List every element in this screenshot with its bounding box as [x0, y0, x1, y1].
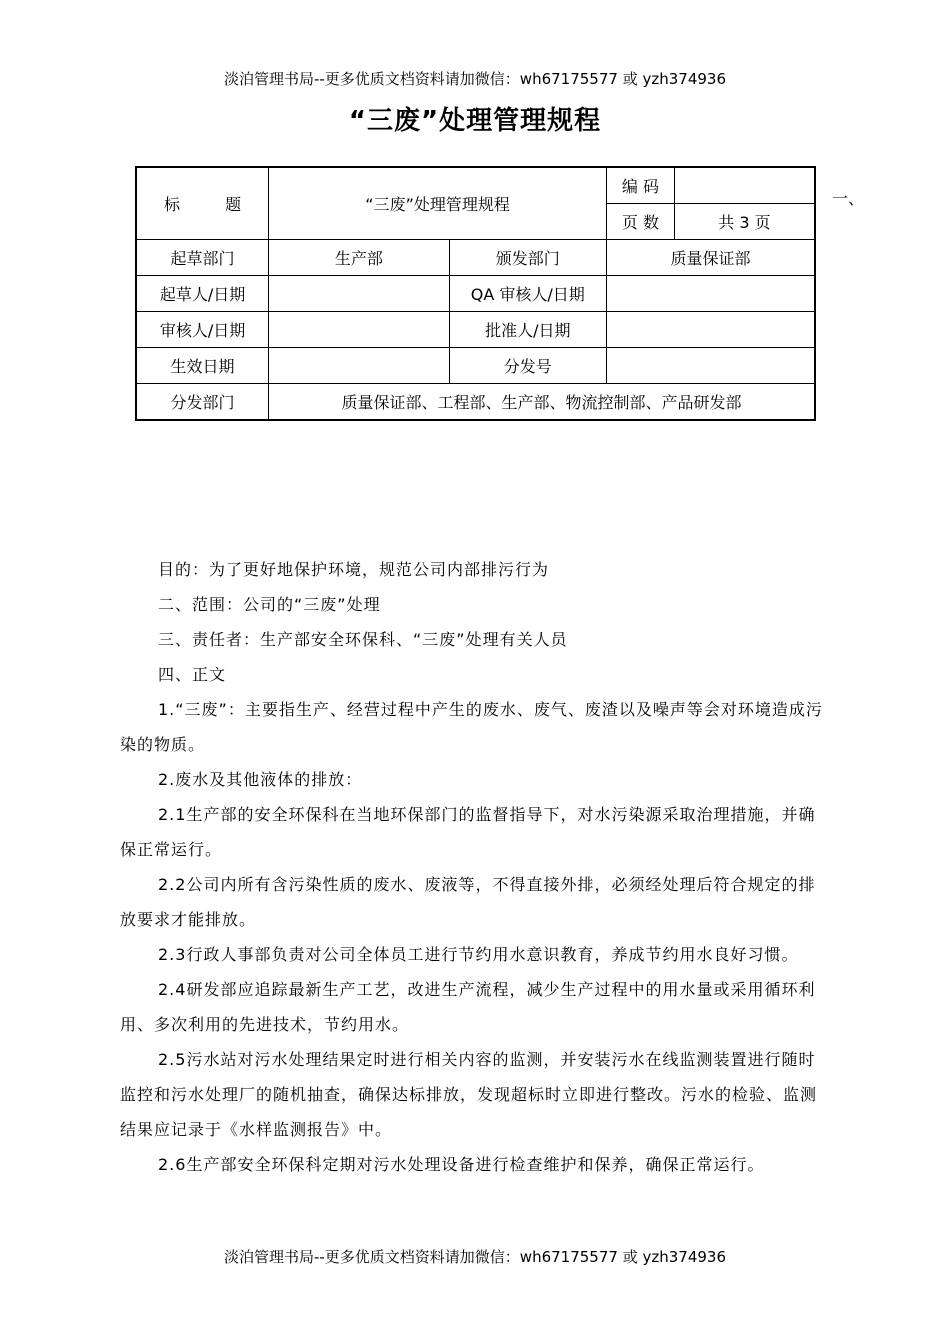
clause-2-6-paragraph: 2.6生产部安全环保科定期对污水处理设备进行检查维护和保养，确保正常运行。 [158, 1155, 765, 1174]
approver-value-cell [607, 312, 815, 348]
reviewer-label-cell: 审核人/日期 [136, 312, 269, 348]
approver-label-cell: 批准人/日期 [449, 312, 607, 348]
distribution-number-label-cell: 分发号 [449, 348, 607, 384]
code-value-cell [674, 167, 815, 204]
clause-2-2-paragraph: 2.2公司内所有含污染性质的废水、废液等，不得直接外排，必须经处理后符合规定的排放要求才能排放。 [120, 875, 816, 929]
drafter-label-cell: 起草人/日期 [136, 276, 269, 312]
pages-value-cell: 共 3 页 [674, 204, 815, 240]
qa-reviewer-label-cell: QA 审核人/日期 [449, 276, 607, 312]
pages-label-cell: 页 数 [607, 204, 675, 240]
section-one-marker: 一、 [832, 189, 865, 208]
responsible-paragraph: 三、责任者：生产部安全环保科、“三废”处理有关人员 [158, 630, 568, 649]
distribution-dept-value-cell: 质量保证部、工程部、生产部、物流控制部、产品研发部 [269, 384, 815, 421]
title-label-cell: 标 题 [136, 167, 269, 240]
scope-paragraph: 二、范围：公司的“三废”处理 [158, 595, 381, 614]
document-info-table [135, 166, 816, 421]
draft-dept-value-cell: 生产部 [269, 240, 449, 276]
clause-2-paragraph: 2.废水及其他液体的排放： [158, 770, 363, 789]
code-label-cell: 编 码 [607, 167, 675, 204]
main-text-heading: 四、正文 [158, 665, 227, 684]
clause-1-paragraph: 1.“三废”：主要指生产、经营过程中产生的废水、废气、废渣以及噪声等会对环境造成污染的物质。 [120, 700, 823, 754]
clause-2-4-paragraph: 2.4研发部应追踪最新生产工艺，改进生产流程，减少生产过程中的用水量或采用循环利用、多次利用的先进技术，节约用水。 [120, 980, 816, 1034]
purpose-paragraph: 目的：为了更好地保护环境，规范公司内部排污行为 [158, 560, 550, 579]
document-title: “三废”处理管理规程 [348, 106, 602, 136]
clause-2-1-paragraph: 2.1生产部的安全环保科在当地环保部门的监督指导下，对水污染源采取治理措施，并确保正常运行。 [120, 805, 816, 859]
issue-dept-label-cell: 颁发部门 [449, 240, 607, 276]
issue-dept-value-cell: 质量保证部 [607, 240, 815, 276]
reviewer-value-cell [269, 312, 449, 348]
footer-watermark-note: 淡泊管理书局--更多优质文档资料请加微信：wh67175577 或 yzh374936 [223, 1248, 726, 1266]
clause-2-5-paragraph: 2.5污水站对污水处理结果定时进行相关内容的监测，并安装污水在线监测装置进行随时监控和污水处理厂的随机抽查，确保达标排放，发现超标时立即进行整改。污水的检验、监测结果应记录于《水样监测报告》中。 [120, 1050, 818, 1139]
title-value-cell: “三废”处理管理规程 [269, 167, 607, 240]
header-watermark-note: 淡泊管理书局--更多优质文档资料请加微信：wh67175577 或 yzh374936 [223, 70, 726, 88]
distribution-number-value-cell [607, 348, 815, 384]
drafter-value-cell [269, 276, 449, 312]
clause-2-3-paragraph: 2.3行政人事部负责对公司全体员工进行节约用水意识教育，养成节约用水良好习惯。 [158, 945, 799, 964]
distribution-dept-label-cell: 分发部门 [136, 384, 269, 421]
draft-dept-label-cell: 起草部门 [136, 240, 269, 276]
effective-date-label-cell: 生效日期 [136, 348, 269, 384]
effective-date-value-cell [269, 348, 449, 384]
qa-reviewer-value-cell [607, 276, 815, 312]
document-body [120, 552, 832, 1182]
